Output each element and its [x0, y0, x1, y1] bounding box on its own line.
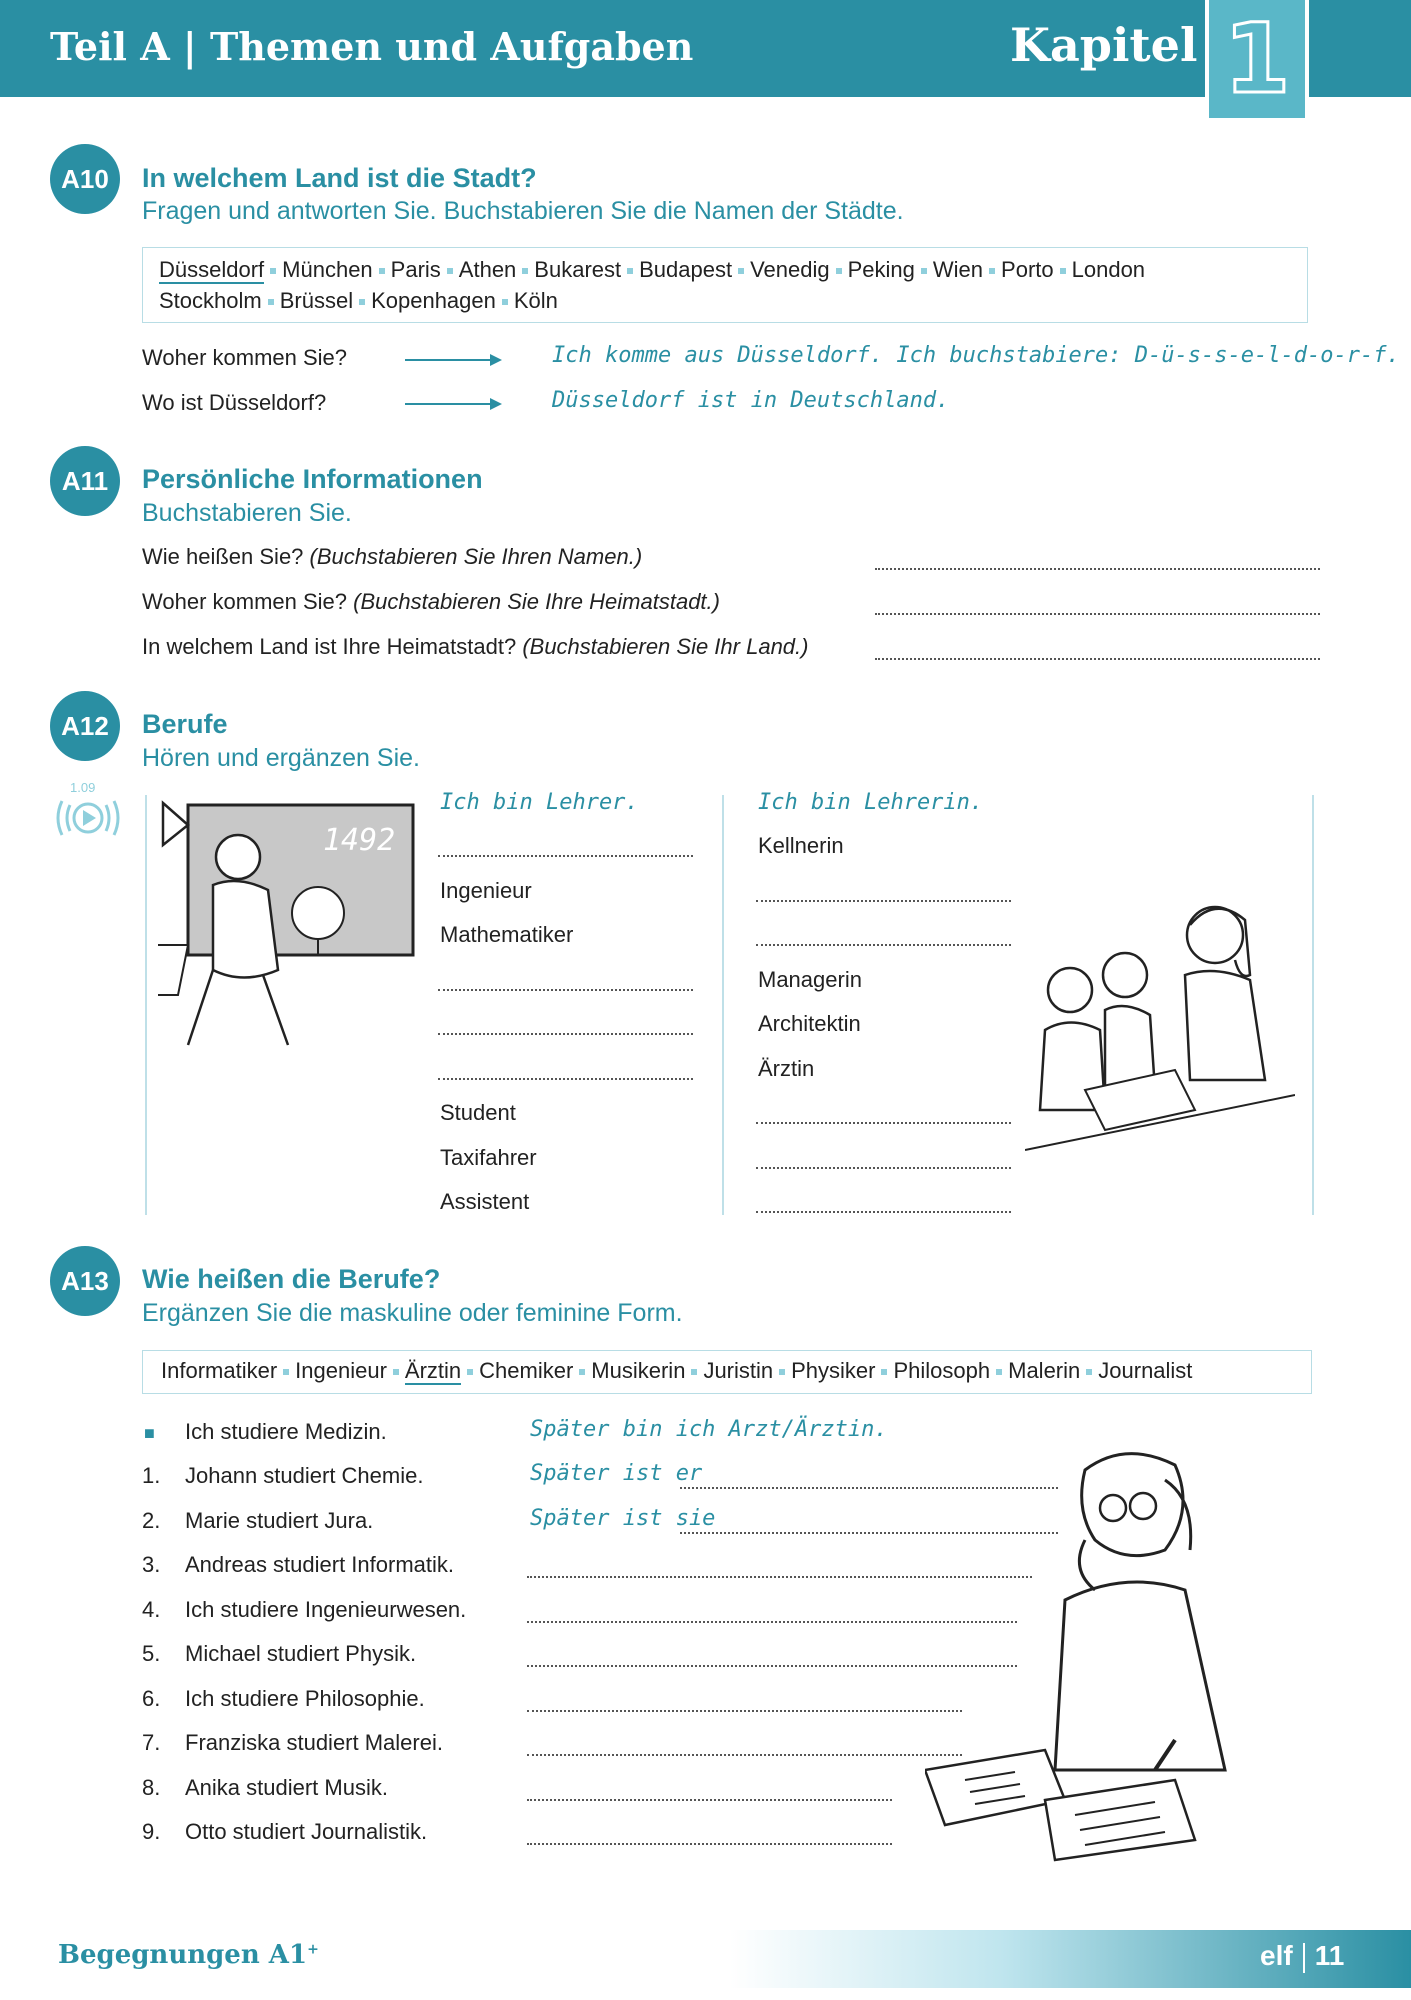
item-number: 6. — [142, 1685, 161, 1711]
item-sentence: Anika studiert Musik. — [185, 1774, 388, 1800]
separator — [779, 1369, 785, 1375]
word-chip: Stockholm — [159, 288, 262, 313]
word-chip: Athen — [458, 257, 517, 282]
separator — [268, 299, 274, 305]
chapter-number: 1 — [1223, 3, 1291, 115]
item-sentence: Andreas studiert Informatik. — [185, 1552, 455, 1577]
a10-question-1: Woher kommen Sie? — [142, 345, 348, 370]
word-chip: Venedig — [750, 257, 830, 282]
word-chip: Juristin — [703, 1358, 774, 1383]
profession-word: Ingenieur — [440, 877, 532, 903]
separator — [1060, 268, 1066, 274]
word-chip: Ingenieur — [295, 1358, 387, 1383]
section-badge-a10: A10 — [50, 144, 120, 214]
a10-question-2: Wo ist Düsseldorf? — [142, 390, 327, 415]
separator — [379, 268, 385, 274]
a11-title: Persönliche Informationen — [142, 464, 483, 494]
word-chip: Physiker — [791, 1358, 876, 1383]
a11-row: In welchem Land ist Ihre Heimatstadt? (Buchstabieren Sie Ihr Land.) — [142, 634, 809, 659]
answer-line[interactable] — [438, 855, 693, 857]
word-chip: Musikerin — [591, 1358, 686, 1383]
answer-line[interactable] — [438, 1033, 693, 1035]
separator — [359, 299, 365, 305]
arrow-icon — [405, 403, 500, 405]
item-sentence: Johann studiert Chemie. — [185, 1463, 424, 1488]
item-sentence: Franziska studiert Malerei. — [185, 1730, 443, 1755]
a13-word-box — [142, 1350, 1312, 1394]
arrow-icon — [405, 359, 500, 361]
item-sentence: Ich studiere Philosophie. — [185, 1685, 425, 1711]
separator — [522, 268, 528, 274]
a10-answer-2: Düsseldorf ist in Deutschland. — [552, 388, 950, 413]
separator — [393, 1369, 399, 1375]
a13-subtitle: Ergänzen Sie die maskuline oder feminine Form. — [142, 1299, 683, 1327]
footer-book-title: Begegnungen A1+ — [58, 1940, 319, 1970]
a13-word-row — [161, 1355, 1293, 1386]
footer-page: elf 11 — [1260, 1940, 1345, 1971]
a12-frame-left — [145, 795, 147, 1215]
separator — [283, 1369, 289, 1375]
profession-word: Kellnerin — [758, 833, 844, 858]
chapter-label: Kapitel — [1010, 18, 1198, 72]
item-number: 3. — [142, 1552, 161, 1577]
profession-word: Student — [440, 1100, 516, 1125]
word-chip: Porto — [1001, 257, 1054, 282]
answer-line[interactable] — [875, 658, 1320, 660]
separator — [836, 268, 842, 274]
word-chip: London — [1071, 257, 1146, 282]
word-chip: Malerin — [1008, 1358, 1081, 1383]
word-chip: Budapest — [639, 257, 733, 282]
item-sentence: Ich studiere Ingenieurwesen. — [185, 1596, 467, 1622]
city-row-2 — [159, 285, 1291, 316]
item-number: 8. — [142, 1774, 161, 1800]
section-badge-a12: A12 — [50, 691, 120, 761]
separator — [989, 268, 995, 274]
a11-row: Woher kommen Sie? (Buchstabieren Sie Ihre Heimatstadt.) — [142, 589, 720, 614]
answer-line[interactable] — [527, 1710, 962, 1712]
item-sentence: Otto studiert Journalistik. — [185, 1819, 428, 1844]
a12-col2-example: Ich bin Lehrerin. — [758, 790, 984, 815]
separator — [467, 1369, 473, 1375]
separator — [502, 299, 508, 305]
answer-line[interactable] — [527, 1754, 962, 1756]
a11-row: Wie heißen Sie? (Buchstabieren Sie Ihren Namen.) — [142, 544, 643, 569]
separator — [627, 268, 633, 274]
word-chip: Ärztin — [404, 1358, 462, 1383]
separator — [579, 1369, 585, 1375]
item-number: 7. — [142, 1730, 161, 1755]
answer-line[interactable] — [875, 613, 1320, 615]
item-number: 5. — [142, 1641, 161, 1666]
word-chip: Paris — [390, 257, 441, 282]
item-answer-start: Später ist er — [530, 1461, 703, 1486]
header-title: Teil A | Themen und Aufgaben — [50, 24, 694, 69]
audio-play-icon[interactable] — [52, 793, 124, 843]
a13-example-answer: Später bin ich Arzt/Ärztin. — [530, 1417, 888, 1442]
item-answer-start: Später ist sie — [530, 1505, 716, 1531]
people-illustration — [1025, 880, 1295, 1180]
a10-city-box — [142, 247, 1308, 323]
a10-answer-1: Ich komme aus Düsseldorf. Ich buchstabiere: D-ü-s-s-e-l-d-o-r-f. — [552, 343, 1400, 368]
word-chip: Chemiker — [479, 1358, 574, 1383]
word-chip: Informatiker — [161, 1358, 278, 1383]
profession-word: Ärztin — [758, 1055, 815, 1081]
answer-line[interactable] — [756, 900, 1011, 902]
city-row-1 — [159, 254, 1291, 285]
answer-line[interactable] — [438, 989, 693, 991]
a12-col1-example: Ich bin Lehrer. — [440, 790, 639, 815]
a12-title: Berufe — [142, 709, 228, 739]
word-chip: Peking — [847, 257, 915, 282]
item-sentence: Marie studiert Jura. — [185, 1507, 374, 1533]
example-marker: ■ — [144, 1423, 155, 1443]
answer-line[interactable] — [438, 1078, 693, 1080]
profession-word: Managerin — [758, 966, 862, 992]
word-chip: Wien — [932, 257, 984, 282]
separator — [1086, 1369, 1092, 1375]
section-badge-a13: A13 — [50, 1246, 120, 1316]
item-sentence: Michael studiert Physik. — [185, 1641, 417, 1666]
profession-word: Architektin — [758, 1011, 861, 1036]
answer-line[interactable] — [756, 944, 1011, 946]
word-chip: Köln — [513, 288, 558, 313]
separator — [881, 1369, 887, 1375]
profession-word: Assistent — [440, 1189, 530, 1214]
a11-subtitle: Buchstabieren Sie. — [142, 499, 352, 527]
a12-column-divider — [722, 795, 724, 1215]
word-chip: Bukarest — [534, 257, 622, 282]
word-chip: Düsseldorf — [159, 257, 265, 282]
a12-frame-right — [1312, 795, 1314, 1215]
word-chip: Journalist — [1098, 1358, 1193, 1383]
item-number: 2. — [142, 1507, 161, 1533]
separator — [691, 1369, 697, 1375]
answer-line[interactable] — [875, 568, 1320, 570]
item-number: 4. — [142, 1596, 161, 1622]
board-year: 1492 — [323, 823, 396, 858]
item-number: 9. — [142, 1819, 161, 1844]
word-chip: Kopenhagen — [371, 288, 496, 313]
answer-line[interactable] — [527, 1843, 892, 1845]
answer-line[interactable] — [527, 1799, 892, 1801]
a12-subtitle: Hören und ergänzen Sie. — [142, 744, 420, 772]
separator — [447, 268, 453, 274]
item-number: 1. — [142, 1463, 161, 1488]
section-badge-a11: A11 — [50, 446, 120, 516]
profession-word: Mathematiker — [440, 922, 574, 947]
word-chip: Brüssel — [279, 288, 354, 313]
separator — [996, 1369, 1002, 1375]
a10-title: In welchem Land ist die Stadt? — [142, 163, 537, 193]
answer-line[interactable] — [756, 1211, 1011, 1213]
a13-example-sentence: Ich studiere Medizin. — [185, 1419, 387, 1444]
student-illustration — [925, 1440, 1305, 1870]
separator — [738, 268, 744, 274]
a10-subtitle: Fragen und antworten Sie. Buchstabieren Sie die Namen der Städte. — [142, 197, 904, 225]
a13-title: Wie heißen die Berufe? — [142, 1264, 441, 1294]
audio-track-number: 1.09 — [70, 780, 96, 795]
word-chip: München — [282, 257, 373, 282]
separator — [921, 268, 927, 274]
answer-line[interactable] — [756, 1167, 1011, 1169]
separator — [270, 268, 276, 274]
answer-line[interactable] — [756, 1122, 1011, 1124]
word-chip: Philosoph — [893, 1358, 991, 1383]
teacher-illustration — [158, 795, 418, 1055]
profession-word: Taxifahrer — [440, 1144, 537, 1170]
